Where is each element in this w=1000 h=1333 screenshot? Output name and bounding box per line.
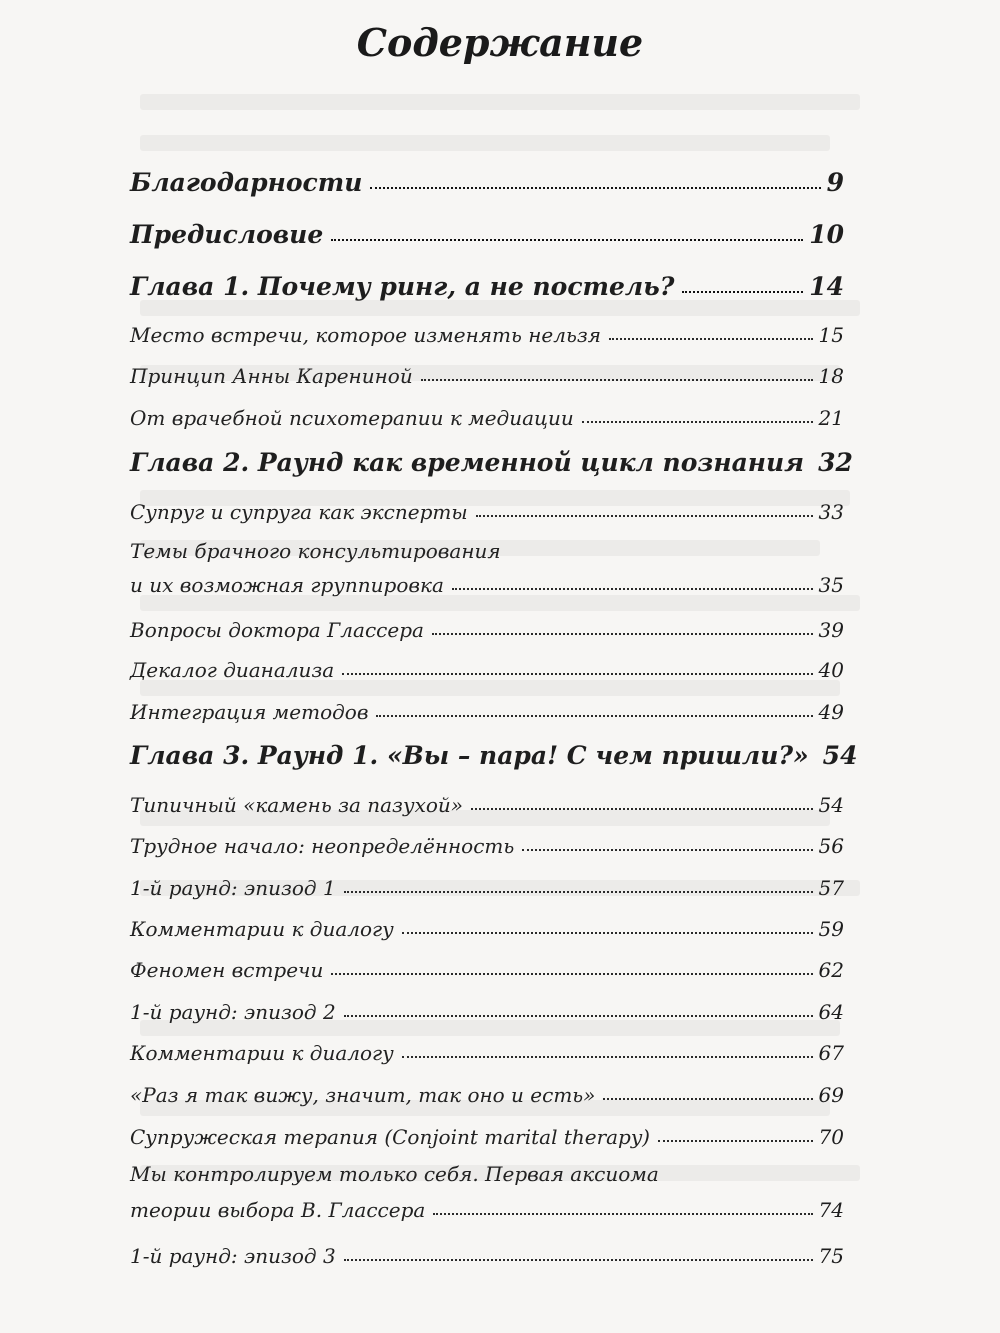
toc-entry-title: Предисловие — [130, 220, 324, 249]
toc-entry-page: 69 — [818, 1083, 844, 1107]
toc-entry-title: Комментарии к диалогу — [130, 1041, 394, 1065]
dot-leader — [658, 1140, 813, 1142]
dot-leader — [522, 849, 812, 851]
toc-entry-title: Декалог дианализа — [130, 658, 335, 682]
toc-entry-title: и их возможная группировка — [130, 573, 444, 597]
toc-entry-title: От врачебной психотерапии к медиации — [130, 406, 574, 430]
toc-entry — [130, 1125, 844, 1149]
toc-entry — [130, 917, 844, 941]
toc-entry-page: 49 — [818, 700, 844, 724]
toc-entry-page: 75 — [818, 1244, 844, 1268]
toc-entry-title: Типичный «камень за пазухой» — [130, 793, 464, 817]
dot-leader — [344, 891, 813, 893]
toc-entry-title: 1-й раунд: эпизод 3 — [130, 1244, 336, 1268]
toc-entry — [130, 618, 844, 642]
toc-entry-page: 33 — [818, 500, 844, 524]
dot-leader — [452, 588, 813, 590]
toc-entry-page: 56 — [818, 834, 844, 858]
toc-entry-page: 54 — [818, 793, 844, 817]
toc-entry-title: Супруг и супруга как эксперты — [130, 500, 468, 524]
dot-leader — [476, 515, 813, 517]
toc-entry — [130, 1041, 844, 1065]
toc-entry-title: Вопросы доктора Глассера — [130, 618, 424, 642]
dot-leader — [609, 338, 813, 340]
toc-entry-title: Принцип Анны Карениной — [130, 364, 413, 388]
dot-leader — [331, 239, 803, 241]
dot-leader — [421, 379, 813, 381]
toc-entry — [130, 272, 844, 301]
toc-entry-page: 15 — [818, 323, 844, 347]
dot-leader — [471, 808, 813, 810]
toc-entry — [130, 500, 844, 524]
toc-entry-page: 67 — [818, 1041, 844, 1065]
toc-entry — [130, 1244, 844, 1268]
toc-entry-title: Глава 2. Раунд как временной цикл познания — [130, 448, 805, 477]
dot-leader — [344, 1015, 813, 1017]
toc-entry — [130, 364, 844, 388]
toc-entry-title: «Раз я так вижу, значит, так оно и есть» — [130, 1083, 596, 1107]
dot-leader — [582, 421, 813, 423]
toc-entry — [130, 876, 844, 900]
dot-leader — [603, 1098, 812, 1100]
toc-entry-page: 40 — [818, 658, 844, 682]
toc-entry — [130, 700, 844, 724]
dot-leader — [342, 673, 812, 675]
toc-entry-page: 10 — [809, 220, 844, 249]
toc-entry — [130, 958, 844, 982]
toc-entry-page: 62 — [818, 958, 844, 982]
dot-leader — [402, 932, 813, 934]
toc-entry-title: Комментарии к диалогу — [130, 917, 394, 941]
toc-entry — [130, 220, 844, 249]
dot-leader — [331, 973, 812, 975]
toc-entry-page: 70 — [818, 1125, 844, 1149]
dot-leader — [344, 1259, 813, 1261]
toc-entry-page: 21 — [818, 406, 844, 430]
toc-entry-title: Глава 3. Раунд 1. «Вы – пара! С чем пришли?» — [130, 741, 809, 770]
toc-entry-title: Супружеская терапия (Conjoint marital therapy) — [130, 1125, 650, 1149]
toc-entry — [130, 448, 853, 477]
toc-entry — [130, 1198, 844, 1222]
dot-leader — [402, 1056, 813, 1058]
toc-entry-title: 1-й раунд: эпизод 2 — [130, 1000, 336, 1024]
toc-entry-title: Феномен встречи — [130, 958, 324, 982]
toc-entry — [130, 573, 844, 597]
toc-entry-title: Глава 1. Почему ринг, а не постель? — [130, 272, 675, 301]
toc-entry-page: 14 — [809, 272, 844, 301]
toc-entry — [130, 741, 858, 770]
toc-entry — [130, 168, 844, 197]
toc-entry-page: 32 — [818, 448, 853, 477]
toc-entry-page: 59 — [818, 917, 844, 941]
toc-entry-title-line1: Темы брачного консультирования — [130, 539, 501, 563]
toc-entry — [130, 1000, 844, 1024]
toc-entry — [130, 793, 844, 817]
page-title: Содержание — [356, 20, 644, 65]
toc-entry-page: 18 — [818, 364, 844, 388]
toc-entry-title: 1-й раунд: эпизод 1 — [130, 876, 336, 900]
dot-leader — [376, 715, 812, 717]
toc-entry-title: Благодарности — [130, 168, 363, 197]
toc-entry-page: 35 — [818, 573, 844, 597]
toc-entry — [130, 658, 844, 682]
dot-leader — [370, 187, 820, 189]
dot-leader — [433, 1213, 812, 1215]
toc-entry-page: 57 — [818, 876, 844, 900]
toc-entry — [130, 834, 844, 858]
toc-entry-title-line1: Мы контролируем только себя. Первая аксиома — [130, 1162, 659, 1186]
toc-entry-title: Трудное начало: неопределённость — [130, 834, 515, 858]
toc-entry-page: 64 — [818, 1000, 844, 1024]
toc-entry-title: Место встречи, которое изменять нельзя — [130, 323, 602, 347]
toc-entry — [130, 323, 844, 347]
toc-entry — [130, 406, 844, 430]
toc-entry-page: 74 — [818, 1198, 844, 1222]
toc-entry-title: Интеграция методов — [130, 700, 369, 724]
dot-leader — [432, 633, 813, 635]
toc-entry — [130, 1083, 844, 1107]
toc-entry-page: 39 — [818, 618, 844, 642]
toc-entry-page: 9 — [826, 168, 844, 197]
dot-leader — [682, 291, 803, 293]
toc-entry-title: теории выбора В. Глассера — [130, 1198, 426, 1222]
toc-entry-page: 54 — [822, 741, 858, 770]
